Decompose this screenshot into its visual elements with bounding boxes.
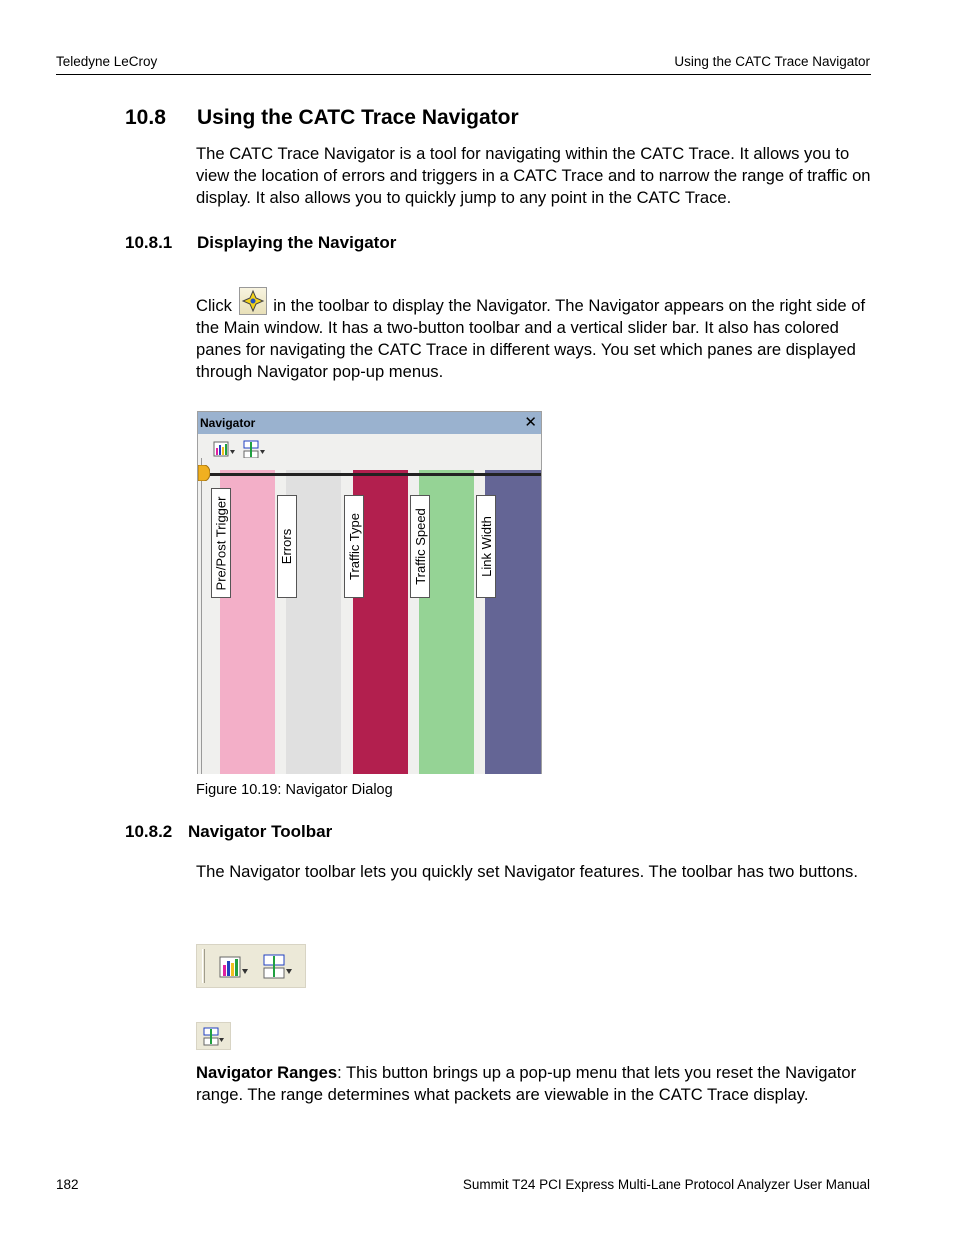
section-title: Using the CATC Trace Navigator: [197, 106, 519, 129]
header-left: Teledyne LeCroy: [56, 54, 158, 69]
navigator-window: [197, 411, 542, 774]
slider-handle-icon[interactable]: [198, 465, 210, 481]
navigator-title: Navigator: [200, 416, 256, 430]
click-word: Click: [196, 296, 232, 315]
pane-label-traffic-type: Traffic Type: [344, 495, 364, 598]
sub1-title: Displaying the Navigator: [197, 233, 397, 252]
slider-track: [201, 458, 202, 774]
sub1-paragraph: [196, 287, 872, 383]
page-number: 182: [56, 1177, 79, 1192]
navigator-toolbar-image: [196, 944, 306, 988]
sub1-number: 10.8.1: [125, 233, 173, 252]
navigator-toolbar-icon[interactable]: [239, 287, 267, 315]
footer-title: Summit T24 PCI Express Multi-Lane Protocol Analyzer User Manual: [462, 1177, 870, 1192]
header-rule: [56, 74, 871, 75]
sub2-title: Navigator Toolbar: [188, 822, 333, 841]
section-number: 10.8: [125, 106, 166, 129]
ranges-paragraph: [196, 1062, 872, 1106]
navigator-display-icon[interactable]: [217, 952, 251, 982]
header-right: Using the CATC Trace Navigator: [674, 54, 870, 69]
slider-position-line[interactable]: [201, 473, 541, 476]
ranges-text: : This button brings up a pop-up menu that lets you reset the Navigator range. The range determines what packets are viewable in the CATC Trace display.: [196, 1063, 857, 1104]
pane-label-link-width: Link Width: [476, 495, 496, 598]
sub1-text: in the toolbar to display the Navigator. The Navigator appears on the right side of the Main window. It has a two-button toolbar and a vertical slider bar. It also has colored panes for navigating the CATC Trace in different ways. You set which panes are displayed through Navigator pop-up menus.: [196, 296, 866, 381]
toolbar-grip: [202, 949, 205, 983]
pane-label-traffic-speed: Traffic Speed: [410, 495, 430, 598]
section-intro: The CATC Trace Navigator is a tool for navigating within the CATC Trace. It allows you to view the location of errors and triggers in a CATC Trace and to narrow the range of traffic on display. It also allows you to quickly jump to any point in the CATC Trace.: [196, 144, 871, 207]
ranges-term: Navigator Ranges: [196, 1063, 338, 1082]
pane-label-errors: Errors: [277, 495, 297, 598]
sub2-paragraph: The Navigator toolbar lets you quickly set Navigator features. The toolbar has two buttons.: [196, 862, 858, 881]
navigator-ranges-icon[interactable]: [261, 952, 295, 982]
close-icon[interactable]: ✕: [524, 414, 537, 431]
ranges-small-icon: [196, 1022, 231, 1050]
sub2-number: 10.8.2: [125, 822, 173, 841]
navigator-body: [198, 458, 541, 774]
navigator-titlebar: [198, 412, 541, 434]
pane-label-pre-post-trigger: Pre/Post Trigger: [211, 488, 231, 598]
figure-caption: Figure 10.19: Navigator Dialog: [196, 782, 393, 798]
navigator-ranges-small-icon: [202, 1026, 226, 1048]
